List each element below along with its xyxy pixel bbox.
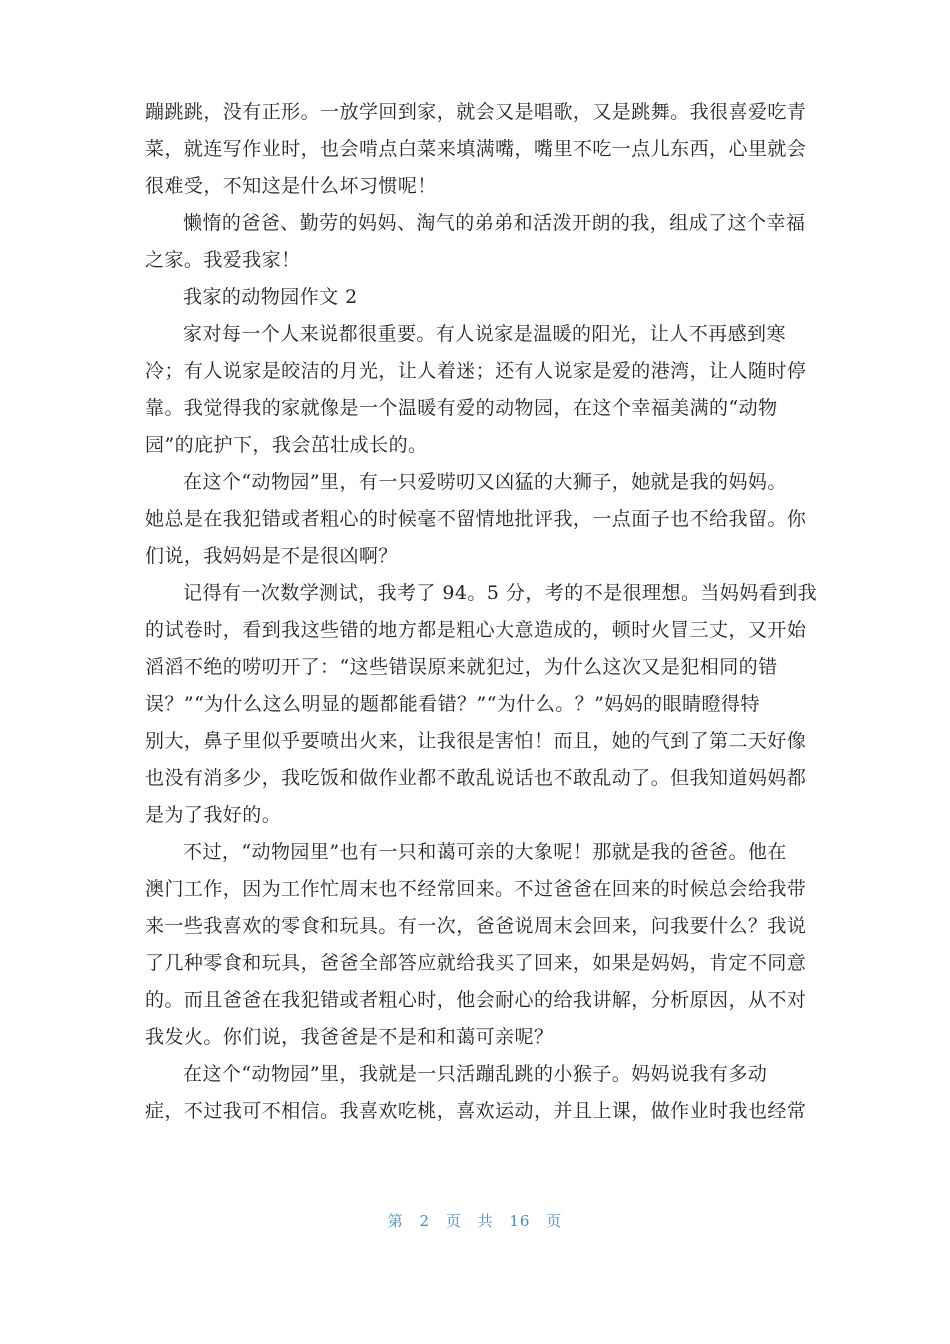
text-line: 之家。我爱我家！ (145, 249, 301, 271)
text-line: 了几种零食和玩具，爸爸全部答应就给我买了回来，如果是妈妈，肯定不同意 (145, 952, 807, 974)
text-line: 是为了我好的。 (145, 804, 282, 826)
paragraph-start-line: 在这个“动物园”里，我就是一只活蹦乱跳的小猴子。妈妈说我有多动 (183, 1063, 768, 1085)
text-line: 别大，鼻子里似乎要喷出火来，让我很是害怕！而且，她的气到了第二天好像 (145, 730, 807, 752)
text-line: 症，不过我可不相信。我喜欢吃桃，喜欢运动，并且上课，做作业时我也经常 (145, 1100, 807, 1122)
text-line: 靠。我觉得我的家就像是一个温暖有爱的动物园，在这个幸福美满的“动物 (145, 397, 778, 419)
document-body (145, 94, 818, 1130)
text-line: 蹦跳跳，没有正形。一放学回到家，就会又是唱歌，又是跳舞。我很喜爱吃青 (145, 101, 807, 123)
text-line: 我发火。你们说，我爸爸是不是和和蔼可亲呢？ (145, 1026, 554, 1048)
section-heading: 我家的动物园作文 2 (183, 286, 358, 308)
text-line: 园”的庇护下，我会茁壮成长的。 (145, 434, 428, 456)
text-line: 们说，我妈妈是不是很凶啊？ (145, 545, 398, 567)
text-line: 很难受，不知这是什么坏习惯呢！ (145, 175, 437, 197)
text-line: 的。而且爸爸在我犯错或者粗心时，他会耐心的给我讲解，分析原因，从不对 (145, 989, 807, 1011)
text-line: 冷；有人说家是皎洁的月光，让人着迷；还有人说家是爱的港湾，让人随时停 (145, 360, 807, 382)
page-footer: 第 2 页 共 16 页 (387, 1212, 563, 1230)
text-line: 她总是在我犯错或者粗心的时候毫不留情地批评我，一点面子也不给我留。你 (145, 508, 807, 530)
paragraph-start-line: 懒惰的爸爸、勤劳的妈妈、淘气的弟弟和活泼开朗的我，组成了这个幸福 (183, 212, 806, 234)
text-line: 误？”“为什么这么明显的题都能看错？”“为什么。？”妈妈的眼睛瞪得特 (145, 693, 760, 715)
text-line: 的试卷时，看到我这些错的地方都是粗心大意造成的，顿时火冒三丈，又开始 (145, 619, 807, 641)
text-line: 滔滔不绝的唠叨开了：“这些错误原来就犯过，为什么这次又是犯相同的错 (145, 656, 778, 678)
text-line: 菜，就连写作业时，也会啃点白菜来填满嘴，嘴里不吃一点儿东西，心里就会 (145, 138, 807, 160)
paragraph-start-line: 在这个“动物园”里，有一只爱唠叨又凶猛的大狮子，她就是我的妈妈。 (183, 471, 787, 493)
text-line: 澳门工作，因为工作忙周末也不经常回来。不过爸爸在回来的时候总会给我带 (145, 878, 807, 900)
paragraph-start-line: 家对每一个人来说都很重要。有人说家是温暖的阳光，让人不再感到寒 (183, 323, 786, 345)
paragraph-start-line: 记得有一次数学测试，我考了 94。5 分，考的不是很理想。当妈妈看到我 (183, 582, 818, 604)
paragraph-start-line: 不过，“动物园里”也有一只和蔼可亲的大象呢！那就是我的爸爸。他在 (183, 841, 787, 863)
text-line: 也没有消多少，我吃饭和做作业都不敢乱说话也不敢乱动了。但我知道妈妈都 (145, 767, 807, 789)
text-line: 来一些我喜欢的零食和玩具。有一次，爸爸说周末会回来，问我要什么？我说 (145, 915, 807, 937)
